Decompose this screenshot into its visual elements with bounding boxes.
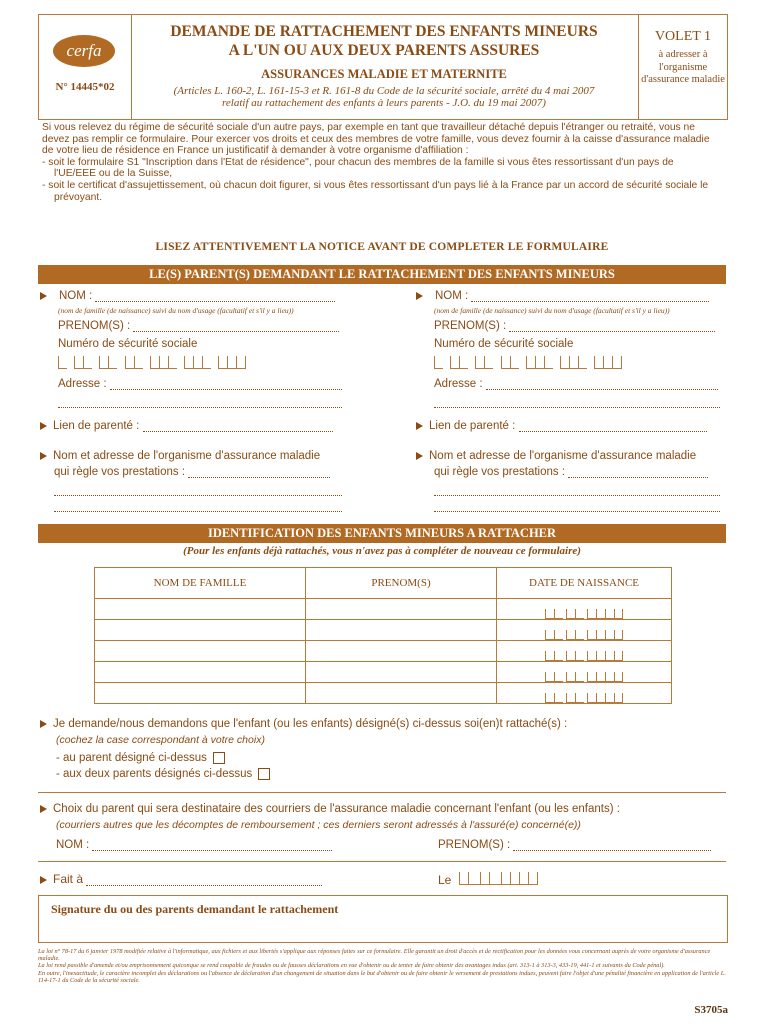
parent-2-org-field[interactable] (568, 467, 708, 478)
child-date-cell[interactable] (497, 683, 672, 704)
parent-2-prenom-row: PRENOM(S) : (434, 320, 715, 332)
parent-1-prenom-field[interactable] (133, 321, 339, 332)
parent-2-lien-field[interactable] (519, 421, 707, 432)
articles-reference (130, 85, 638, 109)
volet-box (638, 14, 728, 120)
child-date-cell[interactable] (497, 662, 672, 683)
date-field[interactable] (459, 872, 538, 885)
arrow-icon (40, 292, 47, 300)
recipient-prenom-field[interactable] (513, 840, 711, 851)
signature-label: Signature du ou des parents demandant le rattachement (51, 902, 339, 916)
choix-prenom-row: PRENOM(S) : (438, 839, 711, 851)
parent-2-org-row-2: qui règle vos prestations : (434, 466, 708, 478)
title-block (130, 14, 638, 120)
legal-notice (38, 948, 726, 984)
parent-1-prenom-row: PRENOM(S) : (58, 320, 339, 332)
intro-bullet-2: - soit le certificat d'assujettissement, où chacun doit figurer, si vous êtes ressortissant d'un pays lié à la France par un accord de sécurité sociale le prévoyant. (42, 179, 709, 203)
child-prenom-cell[interactable] (306, 620, 497, 641)
parent-2-nom-field[interactable] (471, 291, 709, 302)
child-nom-cell[interactable] (95, 599, 306, 620)
child-prenom-cell[interactable] (306, 662, 497, 683)
signature-box[interactable] (38, 895, 728, 943)
volet-destination: à adresser à l'organisme d'assurance maladie (641, 49, 725, 85)
section-parents-header: LE(S) PARENT(S) DEMANDANT LE RATTACHEMENT DES ENFANTS MINEURS (38, 265, 726, 284)
parent-2-nss-field[interactable] (434, 356, 622, 371)
demande-row: Je demande/nous demandons que l'enfant (ou les enfants) désigné(s) ci-dessus soi(en)t rattaché(s) : (40, 718, 567, 730)
one-parent-checkbox[interactable] (213, 752, 225, 764)
legal-line-1: La loi n° 78-17 du 6 janvier 1978 modifiée relative à l'informatique, aux fichiers et aux libertés s'applique aux réponses faites sur ce formulaire. Elle garantit un droit d'accès et de rectification pour les données vous concernant auprès de votre organisme d'assurance maladie. (38, 948, 711, 963)
cerfa-logo: cerfa (53, 35, 115, 67)
parent-1-org-field[interactable] (188, 467, 330, 478)
articles-line-2: relatif au rattachement des enfants à leurs parents - J.O. du 19 mai 2007) (222, 97, 546, 109)
choix-row: Choix du parent qui sera destinataire des courriers de l'assurance maladie concernant l'enfant (ou les enfants) : (40, 803, 620, 815)
arrow-icon (40, 720, 47, 728)
col-header-prenom: PRENOM(S) (306, 568, 497, 599)
choix-hint: (courriers autres que les décomptes de remboursement ; ces derniers seront adressés à l'assuré(e) concerné(e)) (56, 819, 581, 831)
parent-1-nom-row: NOM : (40, 290, 335, 302)
parent-2-prenom-field[interactable] (509, 321, 715, 332)
nss-label: Numéro de sécurité sociale (58, 338, 198, 350)
table-header-row (95, 568, 672, 599)
form-number: N° 14445*02 (55, 81, 115, 93)
form-id-box (38, 14, 132, 120)
arrow-icon (40, 422, 47, 430)
parent-2-adresse-row: Adresse : (434, 378, 718, 390)
child-date-cell[interactable] (497, 641, 672, 662)
child-nom-cell[interactable] (95, 620, 306, 641)
parent-1-org-row-2: qui règle vos prestations : (54, 466, 330, 478)
parent-2-adresse-field[interactable] (486, 379, 718, 390)
table-row (95, 620, 672, 641)
children-table (94, 567, 672, 704)
title-line-1: DEMANDE DE RATTACHEMENT DES ENFANTS MINEURS (170, 23, 598, 40)
form-code: S3705a (694, 1004, 728, 1016)
parent-2-lien-row: Lien de parenté : (416, 420, 707, 432)
parent-2-org-line-3[interactable] (434, 484, 720, 496)
notice-heading: LISEZ ATTENTIVEMENT LA NOTICE AVANT DE COMPLETER LE FORMULAIRE (155, 241, 609, 253)
arrow-icon (416, 292, 423, 300)
choix-nom-row: NOM : (56, 839, 332, 851)
fait-a-field[interactable] (86, 875, 322, 886)
arrow-icon (416, 422, 423, 430)
child-nom-cell[interactable] (95, 662, 306, 683)
col-header-date: DATE DE NAISSANCE (497, 568, 672, 599)
volet-label: VOLET 1 (654, 29, 712, 44)
child-date-cell[interactable] (497, 599, 672, 620)
table-row (95, 683, 672, 704)
intro-text (42, 122, 718, 203)
parent-1-nss-field[interactable] (58, 356, 246, 371)
demande-hint: (cochez la case correspondant à votre choix) (56, 734, 265, 746)
parent-1-org-row: Nom et adresse de l'organisme d'assurance maladie (40, 450, 320, 462)
child-date-cell[interactable] (497, 620, 672, 641)
table-row (95, 641, 672, 662)
parent-2-adresse-line-2[interactable] (434, 396, 720, 408)
nss-label: Numéro de sécurité sociale (434, 338, 574, 350)
parent-1-lien-field[interactable] (143, 421, 333, 432)
arrow-icon (40, 876, 47, 884)
courrier-recipient-section (38, 797, 726, 862)
articles-line-1: (Articles L. 160-2, L. 161-15-3 et R. 161-8 du Code de la sécurité sociale, arrêté du 4 mai 2007 (173, 85, 595, 97)
arrow-icon (416, 452, 423, 460)
parent-2-nom-row: NOM : (416, 290, 709, 302)
option-two-parents: - aux deux parents désignés ci-dessus (56, 768, 270, 780)
parent-1-adresse-line-2[interactable] (58, 396, 342, 408)
title-line-2: A L'UN OU AUX DEUX PARENTS ASSURES (228, 42, 540, 59)
le-row: Le (438, 872, 538, 887)
child-prenom-cell[interactable] (306, 599, 497, 620)
intro-bullet-1: - soit le formulaire S1 "Inscription dans l'Etat de résidence", pour chacun des membres de la famille si vous êtes ressortissant d'un pays de l'UE/EEE ou de la Suisse, (42, 156, 674, 180)
table-row (95, 662, 672, 683)
two-parents-checkbox[interactable] (258, 768, 270, 780)
arrow-icon (40, 805, 47, 813)
col-header-nom: NOM DE FAMILLE (95, 568, 306, 599)
child-prenom-cell[interactable] (306, 683, 497, 704)
arrow-icon (40, 452, 47, 460)
child-nom-cell[interactable] (95, 641, 306, 662)
fait-row: Fait à (40, 872, 322, 886)
children-note: (Pour les enfants déjà rattachés, vous n'avez pas à compléter de nouveau ce formulaire) (183, 545, 581, 557)
nom-hint: (nom de famille (de naissance) suivi du nom d'usage (facultatif et s'il y a lieu)) (434, 306, 670, 315)
option-one-parent: - au parent désigné ci-dessus (56, 752, 225, 764)
parent-1-adresse-field[interactable] (110, 379, 342, 390)
nom-hint: (nom de famille (de naissance) suivi du nom d'usage (facultatif et s'il y a lieu)) (58, 306, 294, 315)
legal-line-2: La loi rend passible d'amende et/ou emprisonnement quiconque se rend coupable de fraudes ou de fausses déclarations en vue d'obtenir ou de tenter de faire obtenir des avantages indus (art. 313-1 à 313-3, 433-19, 441-1 et suivants du Code pénal). (38, 962, 665, 970)
parent-1-org-line-4[interactable] (54, 500, 342, 512)
table-row (95, 599, 672, 620)
parent-2-org-line-4[interactable] (434, 500, 720, 512)
parent-1-org-line-3[interactable] (54, 484, 342, 496)
intro-paragraph: Si vous relevez du régime de sécurité sociale d'un autre pays, par exemple en tant que travailleur détaché depuis l'étranger ou retraité, vous ne devez pas remplir ce formulaire. Pour exercer vos droits et ceux des membres de votre famille, vous devez fournir à la caisse d'assurance maladie de votre lieu de résidence en France un justificatif à demander à votre organisme d'affiliation : (42, 122, 710, 157)
parent-1-lien-row: Lien de parenté : (40, 420, 333, 432)
rattachement-choice-section (38, 712, 726, 793)
subtitle: ASSURANCES MALADIE ET MATERNITE (261, 67, 507, 81)
child-prenom-cell[interactable] (306, 641, 497, 662)
parent-2-org-row: Nom et adresse de l'organisme d'assurance maladie (416, 450, 696, 462)
section-children-header: IDENTIFICATION DES ENFANTS MINEURS A RATTACHER (38, 524, 726, 543)
child-nom-cell[interactable] (95, 683, 306, 704)
legal-line-3: En outre, l'inexactitude, le caractère incomplet des déclarations ou l'absence de déclaration d'un changement de situation dans le but d'obtenir ou de faire obtenir le versement de prestations indues, peuvent faire l'objet d'une pénalité financière en application de l'article L. 114-17-1 du Code de la sécurité sociale. (38, 969, 726, 984)
recipient-nom-field[interactable] (92, 840, 332, 851)
parent-1-adresse-row: Adresse : (58, 378, 342, 390)
parent-1-nom-field[interactable] (95, 291, 335, 302)
